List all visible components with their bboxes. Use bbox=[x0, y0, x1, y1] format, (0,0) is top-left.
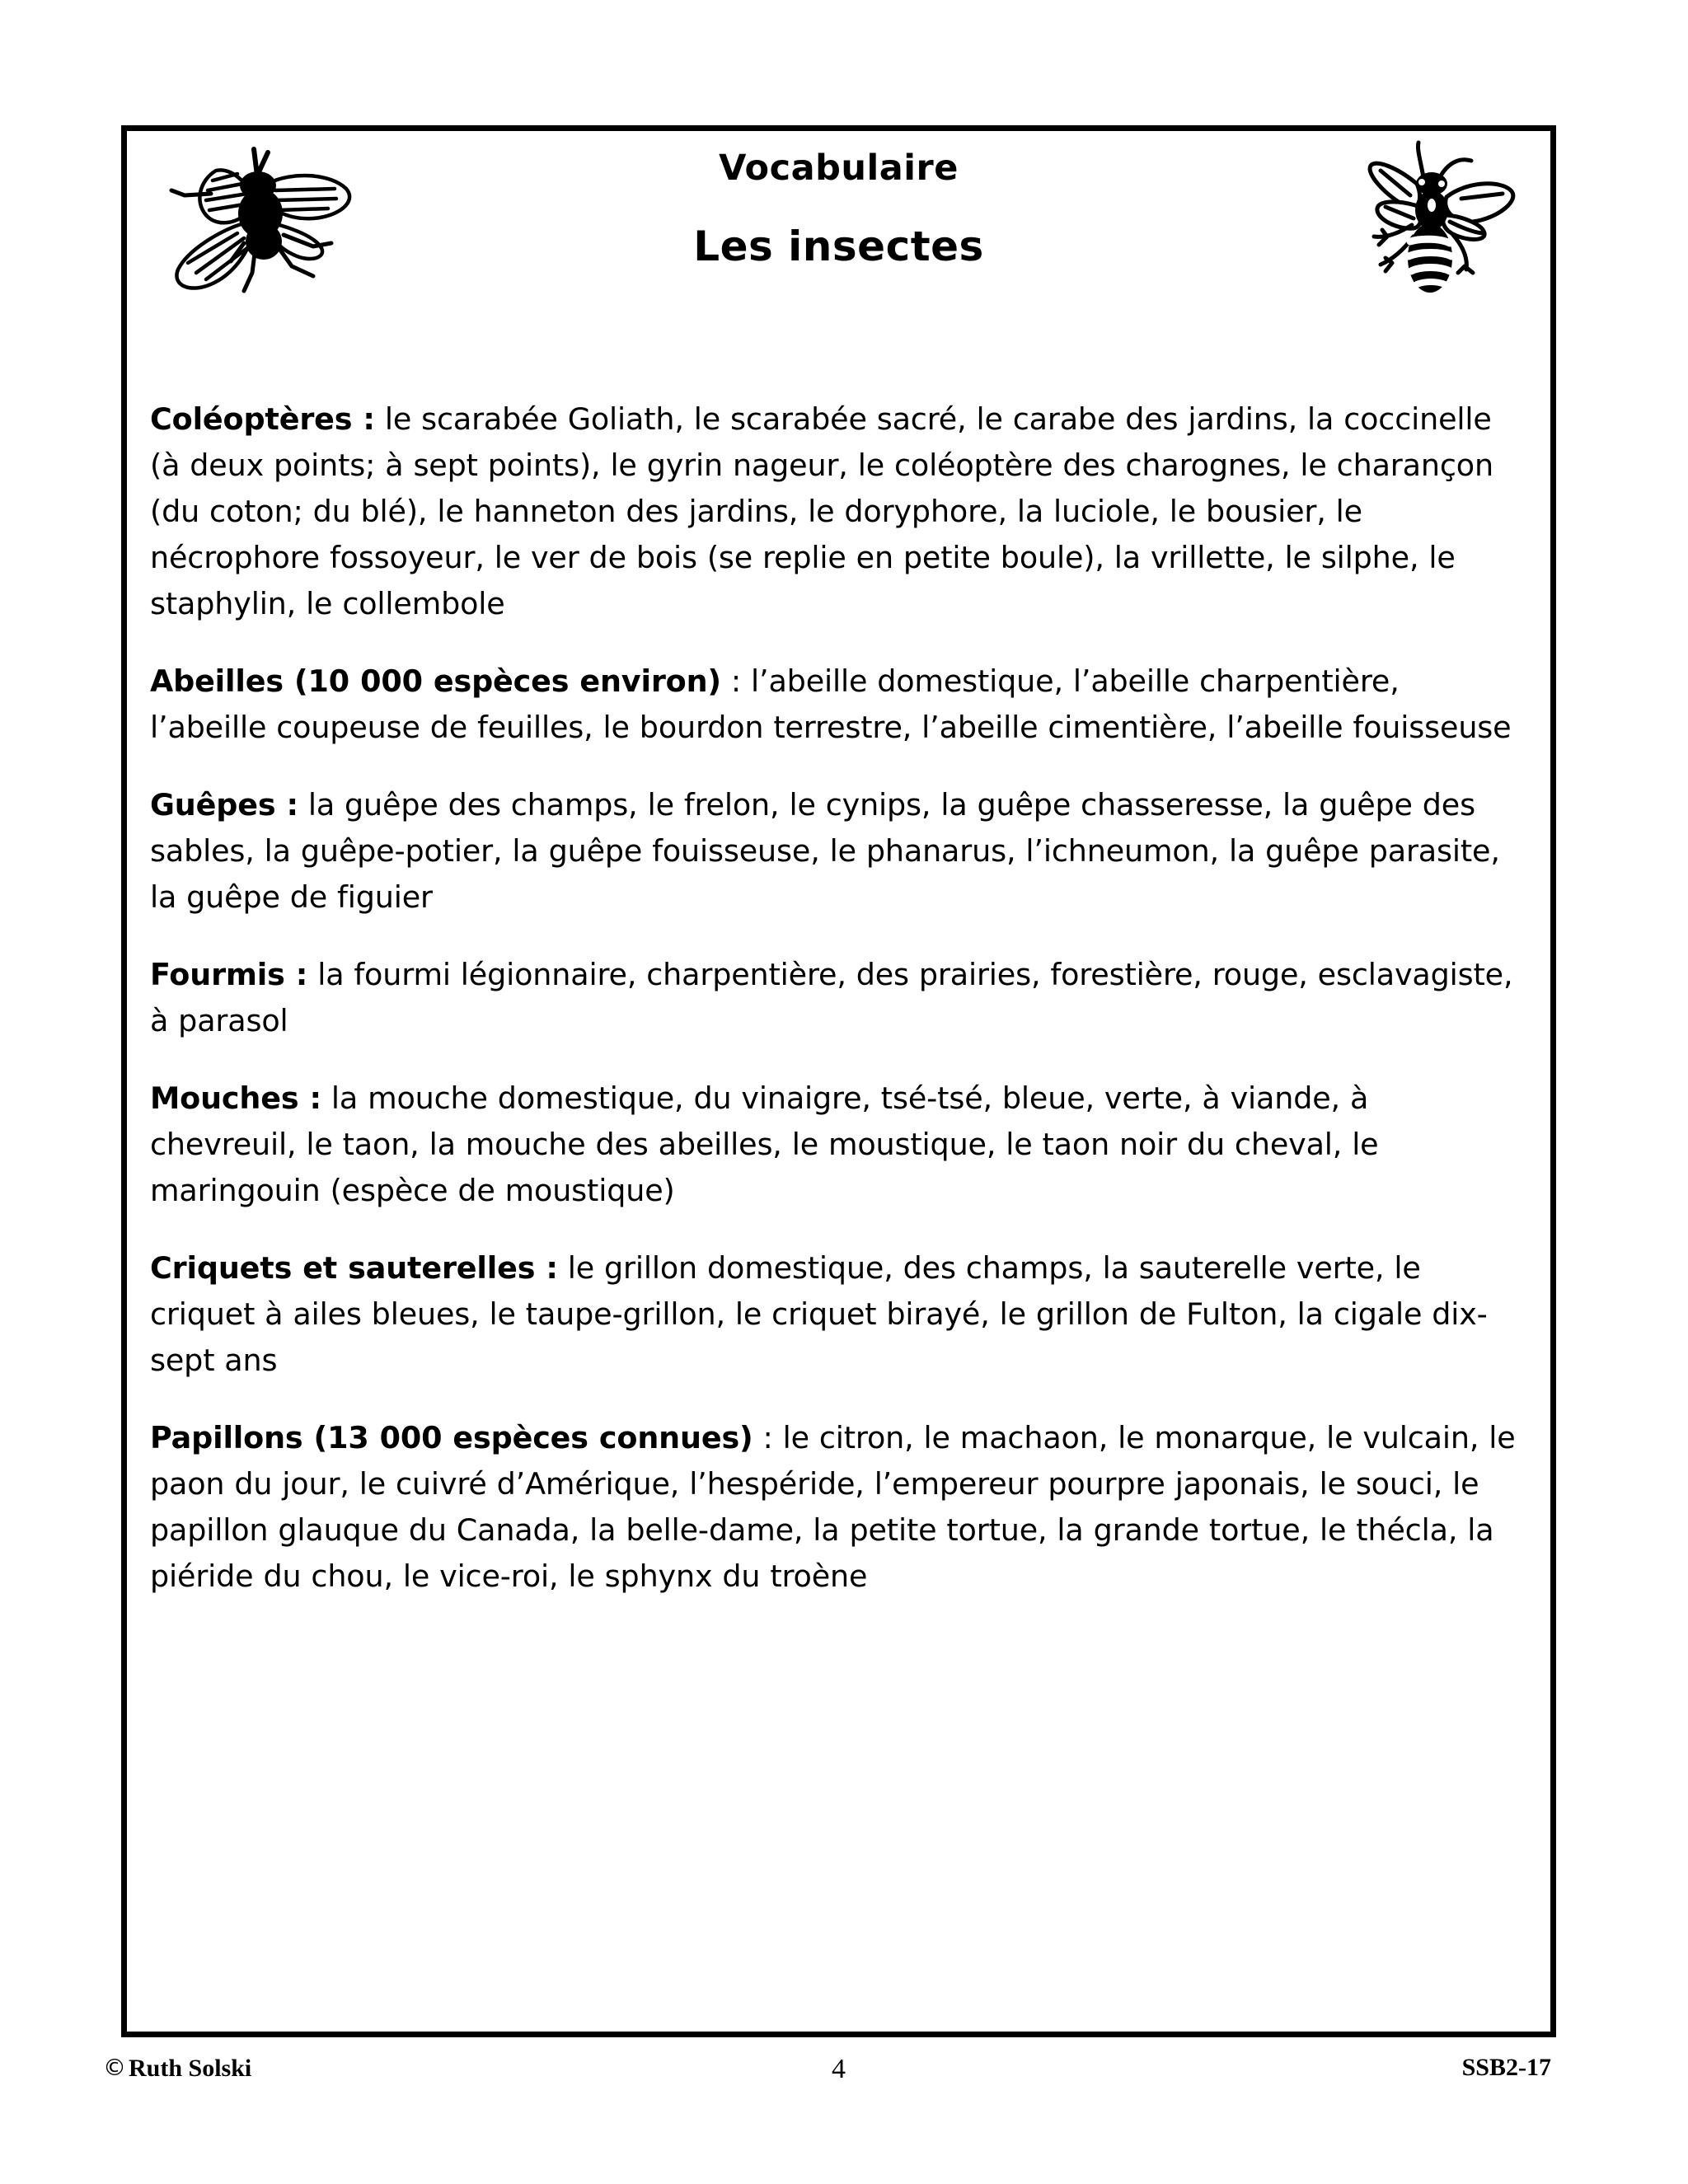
entry-lead: Criquets et sauterelles : bbox=[150, 1250, 558, 1286]
kicker-vocabulaire: Vocabulaire bbox=[719, 148, 959, 189]
entry-body: : le citron, le machaon, le monarque, le vulcain, le paon du jour, le cuivré d’Amérique, l’hespéride, l’empereur pourpre japonais, le souci, le papillon glauque du Canada, la belle-dame, la petite tortue, la grande tortue, le thécla, la piéride du chou, le vice-roi, le sphynx du troène bbox=[150, 1420, 1516, 1594]
entry-lead: Fourmis : bbox=[150, 957, 308, 992]
vocabulary-list bbox=[150, 396, 1522, 1600]
entry-body: : l’abeille domestique, l’abeille charpentière, l’abeille coupeuse de feuilles, le bourdon terrestre, l’abeille cimentière, l’abeille fouisseuse bbox=[150, 663, 1512, 745]
page-title: Les insectes bbox=[693, 223, 984, 271]
worksheet-header bbox=[127, 131, 1550, 321]
entry-lead: Mouches : bbox=[150, 1080, 321, 1116]
product-code: SSB2-17 bbox=[1461, 2054, 1551, 2081]
entry-body: le scarabée Goliath, le scarabée sacré, le carabe des jardins, la coccinelle (à deux points; à sept points), le gyrin nageur, le coléoptère des charognes, le charançon (du coton; du blé), le hanneton des jardins, le doryphore, la luciole, le bousier, le nécrophore fossoyeur, le ver de bois (se replie en petite boule), la vrillette, le silphe, le staphylin, le collembole bbox=[150, 401, 1493, 621]
page-number: 4 bbox=[832, 2054, 846, 2084]
entry-coleopteres bbox=[150, 396, 1522, 627]
entry-abeilles bbox=[150, 658, 1522, 751]
header-titles bbox=[127, 149, 1550, 269]
worksheet-frame bbox=[121, 125, 1556, 2037]
entry-papillons bbox=[150, 1415, 1522, 1600]
copyright-name: Ruth Solski bbox=[129, 2055, 252, 2082]
entry-lead: Abeilles (10 000 espèces environ) bbox=[150, 663, 721, 699]
entry-body: le grillon domestique, des champs, la sauterelle verte, le criquet à ailes bleues, le taupe-grillon, le criquet birayé, le grillon de Fulton, la cigale dix-sept ans bbox=[150, 1250, 1488, 1378]
entry-lead: Papillons (13 000 espèces connues) bbox=[150, 1420, 753, 1455]
entry-fourmis bbox=[150, 952, 1522, 1044]
entry-lead: Coléoptères : bbox=[150, 401, 375, 437]
page-footer bbox=[103, 2054, 1556, 2103]
entry-lead: Guêpes : bbox=[150, 787, 298, 823]
entry-body: la guêpe des champs, le frelon, le cynips, la guêpe chasseresse, la guêpe des sables, la guêpe-potier, la guêpe fouisseuse, le phanarus, l’ichneumon, la guêpe parasite, la guêpe de figuier bbox=[150, 787, 1500, 915]
entry-body: la fourmi légionnaire, charpentière, des prairies, forestière, rouge, esclavagiste, à parasol bbox=[150, 957, 1513, 1038]
entry-guepes bbox=[150, 782, 1522, 921]
entry-mouches bbox=[150, 1076, 1522, 1214]
copyright-icon: © bbox=[103, 2054, 126, 2081]
entry-body: la mouche domestique, du vinaigre, tsé-tsé, bleue, verte, à viande, à chevreuil, le taon, la mouche des abeilles, le moustique, le taon noir du cheval, le maringouin (espèce de moustique) bbox=[150, 1080, 1379, 1208]
entry-criquets-et-sauterelles bbox=[150, 1245, 1522, 1384]
